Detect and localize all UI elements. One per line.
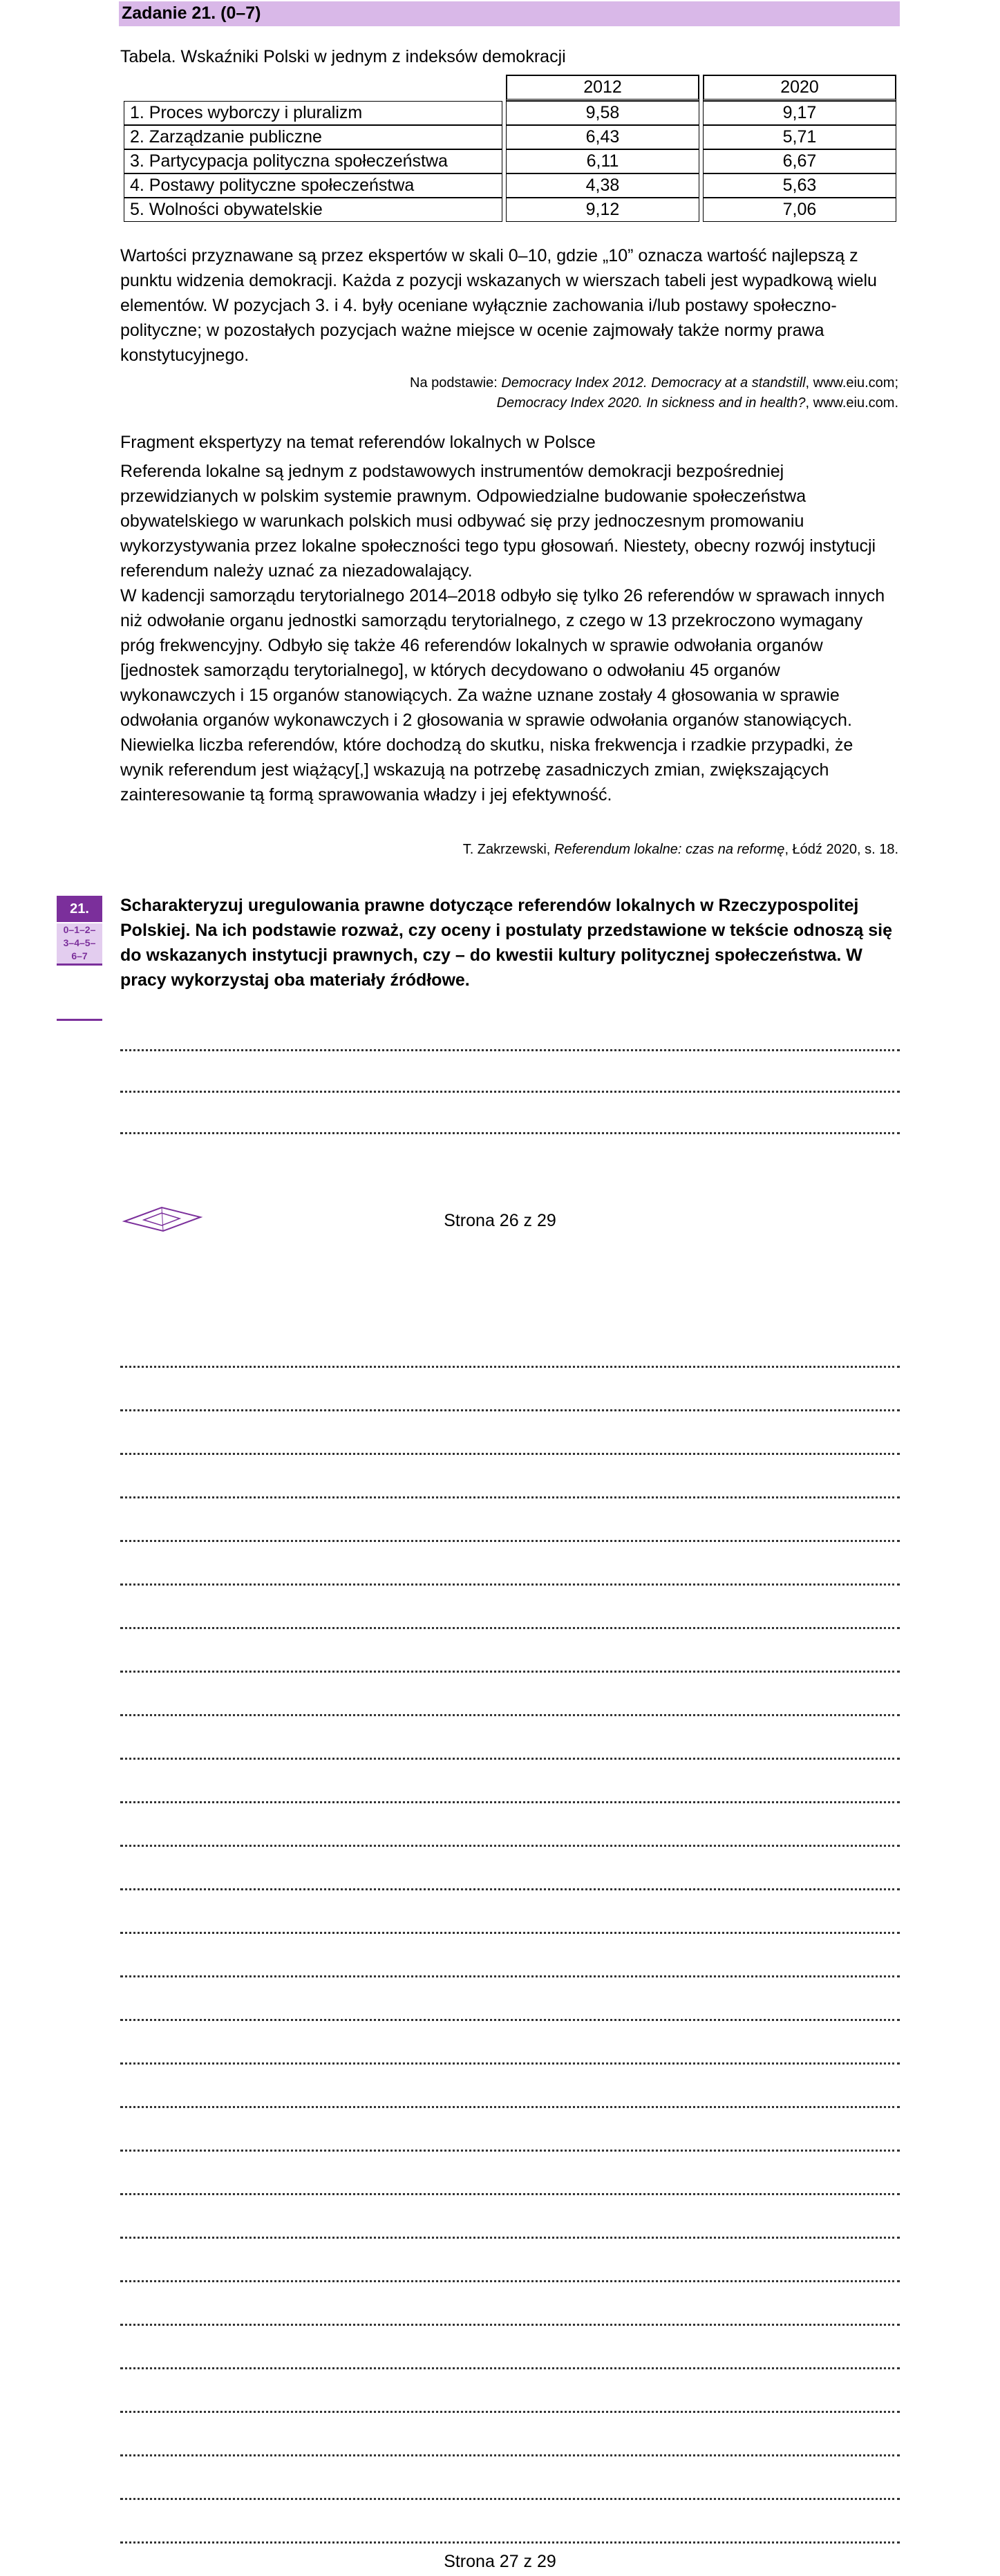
row-label: 5. Wolności obywatelskie [124,198,502,222]
table-row [124,149,896,173]
answer-line[interactable] [120,1579,900,1586]
answer-line[interactable] [120,1362,900,1368]
answer-line[interactable] [120,2145,900,2152]
answer-line[interactable] [120,1928,900,1934]
task-header [119,1,900,26]
fragment-text [120,459,898,807]
table-note: Wartości przyznawane są przez ekspertów w skali 0–10, gdzie „10” oznacza wartość najlepszą z punktu widzenia demokracji. Każda z pozycji wskazanych w wierszach tabeli jest wypadkową wielu elementów. W pozycjach 3. i 4. były oceniane wyłącznie zachowania i/lub postawy społeczno-polityczne; w pozostałych pozycjach ważne miejsce w ocenie zajmowały także normy prawa konstytucyjnego. [120,246,877,365]
answer-line[interactable] [120,1710,900,1716]
row-label: 4. Postawy polityczne społeczeństwa [124,173,502,198]
answer-line[interactable] [120,2450,900,2456]
value-2020: 9,17 [703,101,896,125]
fragment-paragraph-3: Niewielka liczba referendów, które dochodzą do skutku, niska frekwencja i rzadkie przypadki, że wynik referendum jest wiążący[,] wskazują na potrzebę zasadniczych zmian, zwiększających zainteresowanie tą formą sprawowania władzy i jej efektywność. [120,735,853,805]
table-caption: Tabela. Wskaźniki Polski w jednym z indeksów demokracji [120,47,566,66]
answer-line[interactable] [120,2494,900,2500]
answer-line[interactable] [120,2537,900,2544]
fragment-paragraph-1: Referenda lokalne są jednym z podstawowych instrumentów demokracji bezpośredniej przewidzianych w polskim systemie prawnym. Odpowiedzialne budowanie społeczeństwa obywatelskiego w warunkach polskich musi odbywać się przy jednoczesnym promowaniu wykorzystywania przez lokalne społeczności tego typu głosowań. Niestety, obecny rozwój instytucji referendum należy uznać za niezadowalający. [120,462,876,581]
answer-line[interactable] [120,1666,900,1673]
column-header-2012: 2012 [506,75,699,101]
indicators-table [120,75,900,222]
answer-line[interactable] [120,1754,900,1760]
answer-line[interactable] [120,1405,900,1411]
table-row [124,101,896,125]
value-2012: 9,12 [506,198,699,222]
value-2012: 9,58 [506,101,699,125]
value-2012: 6,11 [506,149,699,173]
points-box[interactable]: 0–1–2– 3–4–5– 6–7 [57,923,102,966]
answer-line[interactable] [120,2407,900,2413]
answer-line[interactable] [120,2102,900,2108]
value-2020: 5,63 [703,173,896,198]
page-number-26: Strona 26 z 29 [444,1211,556,1230]
page-27 [0,1230,1000,2576]
answer-line[interactable] [120,2363,900,2369]
task-number-badge: 21. [57,896,102,922]
task-title: Zadanie 21. (0–7) [122,3,261,23]
answer-line[interactable] [120,1128,900,1134]
table-row [124,125,896,149]
answer-line[interactable] [120,1449,900,1455]
value-2020: 6,67 [703,149,896,173]
fragment-paragraph-2: W kadencji samorządu terytorialnego 2014–2018 odbyło się tylko 26 referendów w sprawach innych niż odwołanie organu jednostki samorządu terytorialnego, z czego w 13 przekroczono wymagany próg frekwencyjny. Odbyło się także 46 referendów lokalnych w sprawie odwołania organów [jednostek samorządu terytorialnego], w których decydowano o odwołaniu 45 organów wykonawczych i 15 organów stanowiących. Za ważne uznane zostały 4 głosowania w sprawie odwołania organów wykonawczych i 2 głosowania w sprawie odwołania organów stanowiących. [120,586,885,730]
table-source: Na podstawie: Democracy Index 2012. Democracy at a standstill, www.eiu.com; Democracy Index 2020. In sickness and in health?, www.eiu.com. [410,375,898,411]
answer-line[interactable] [120,1884,900,1890]
fragment-source: T. Zakrzewski, Referendum lokalne: czas na reformę, Łódź 2020, s. 18. [462,842,898,857]
page-number-27: Strona 27 z 29 [444,2552,556,2571]
answer-line[interactable] [120,1841,900,1847]
column-header-2020: 2020 [703,75,896,101]
answer-line[interactable] [120,2015,900,2021]
answer-line[interactable] [120,1492,900,1498]
answer-line[interactable] [120,2189,900,2195]
row-label: 1. Proces wyborczy i pluralizm [124,101,502,125]
table-header-row [124,75,896,101]
row-label: 2. Zarządzanie publiczne [124,125,502,149]
answer-line[interactable] [120,2276,900,2282]
answer-line[interactable] [120,1971,900,1977]
value-2020: 7,06 [703,198,896,222]
side-divider [57,1019,102,1021]
answer-line[interactable] [120,1045,900,1051]
answer-line[interactable] [120,2320,900,2326]
value-2012: 6,43 [506,125,699,149]
answer-line[interactable] [120,1797,900,1803]
page-26 [0,0,1000,1230]
row-label: 3. Partycypacja polityczna społeczeństwa [124,149,502,173]
answer-line[interactable] [120,1087,900,1093]
answer-line[interactable] [120,2232,900,2239]
value-2020: 5,71 [703,125,896,149]
value-2012: 4,38 [506,173,699,198]
answer-line[interactable] [120,2058,900,2065]
answer-line[interactable] [120,1623,900,1629]
fragment-title: Fragment ekspertyzy na temat referendów lokalnych w Polsce [120,433,596,452]
table-row [124,173,896,198]
table-row [124,198,896,222]
answer-line[interactable] [120,1536,900,1542]
task-command: Scharakteryzuj uregulowania prawne dotyczące referendów lokalnych w Rzeczypospolitej Polskiej. Na ich podstawie rozważ, czy oceny i postulaty przedstawione w tekście odnoszą się do wskazanych instytucji prawnych, czy – do kwestii kultury politycznej społeczeństwa. W pracy wykorzystaj oba materiały źródłowe. [120,896,893,990]
